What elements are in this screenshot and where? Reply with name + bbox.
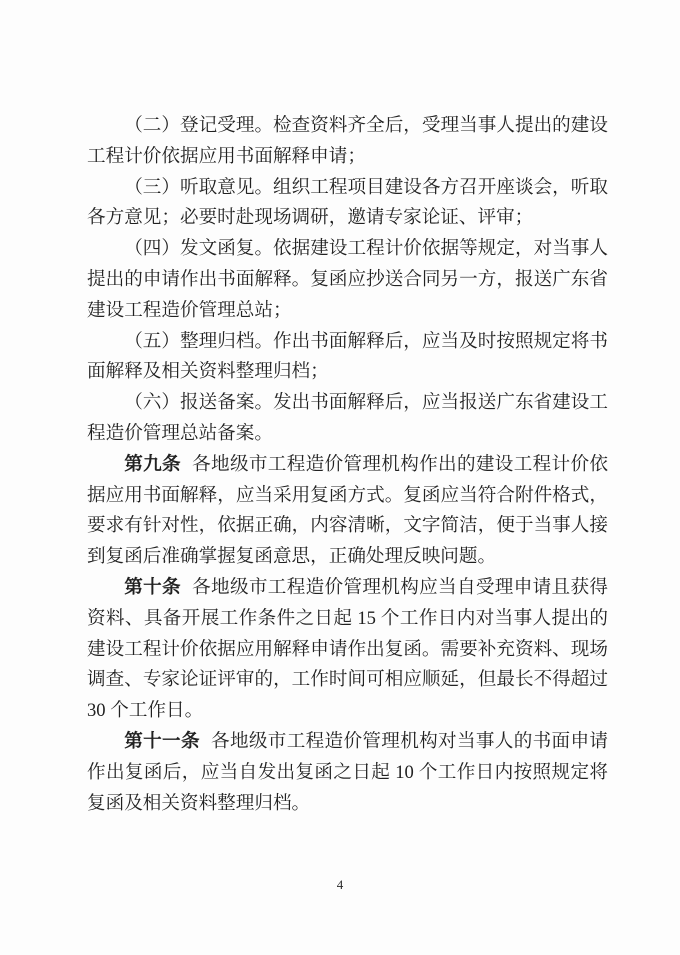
paragraph-text: （四）发文函复。依据建设工程计价依据等规定，对当事人提出的申请作出书面解释。复函应抄送合同另一方，报送广东省建设工程造价管理总站； [87,238,608,321]
page-number: 4 [336,877,344,892]
paragraph-text: （三）听取意见。组织工程项目建设各方召开座谈会，听取各方意见；必要时赴现场调研，邀请专家论证、评审； [87,176,608,229]
article-11 [87,727,608,819]
paragraph-text: 各地级市工程造价管理机构对当事人的书面申请作出复函后，应当自发出复函之日起 10 个工作日内按照规定将复函及相关资料整理归档。 [87,730,608,814]
document-body [87,111,608,819]
article-9 [87,450,608,573]
paragraph-text: （五）整理归档。作出书面解释后，应当及时按照规定将书面解释及相关资料整理归档； [87,330,608,383]
list-item-4 [87,234,608,326]
article-number: 第九条 [124,453,181,475]
list-item-5 [87,327,608,389]
list-item-2 [87,111,608,173]
paragraph-text: （六）报送备案。发出书面解释后，应当报送广东省建设工程造价管理总站备案。 [87,392,608,444]
paragraph-text: 各地级市工程造价管理机构作出的建设工程计价依据应用书面解释，应当采用复函方式。复函应当符合附件格式，要求有针对性，依据正确，内容清晰，文字简洁，便于当事人接到复函后准确掌握复函意思，正确处理反映问题。 [87,453,608,568]
article-number: 第十条 [124,576,181,598]
paragraph-text: （二）登记受理。检查资料齐全后，受理当事人提出的建设工程计价依据应用书面解释申请； [87,115,608,167]
article-number: 第十一条 [124,730,200,752]
list-item-3 [87,173,608,235]
paragraph-text: 各地级市工程造价管理机构应当自受理申请且获得资料、具备开展工作条件之日起 15 个工作日内对当事人提出的建设工程计价依据应用解释申请作出复函。需要补充资料、现场调查、专家论证评审的，工作时间可相应顺延，但最长不得超过 30 个工作日。 [87,576,608,722]
list-item-6 [87,388,608,450]
article-10 [87,573,608,727]
